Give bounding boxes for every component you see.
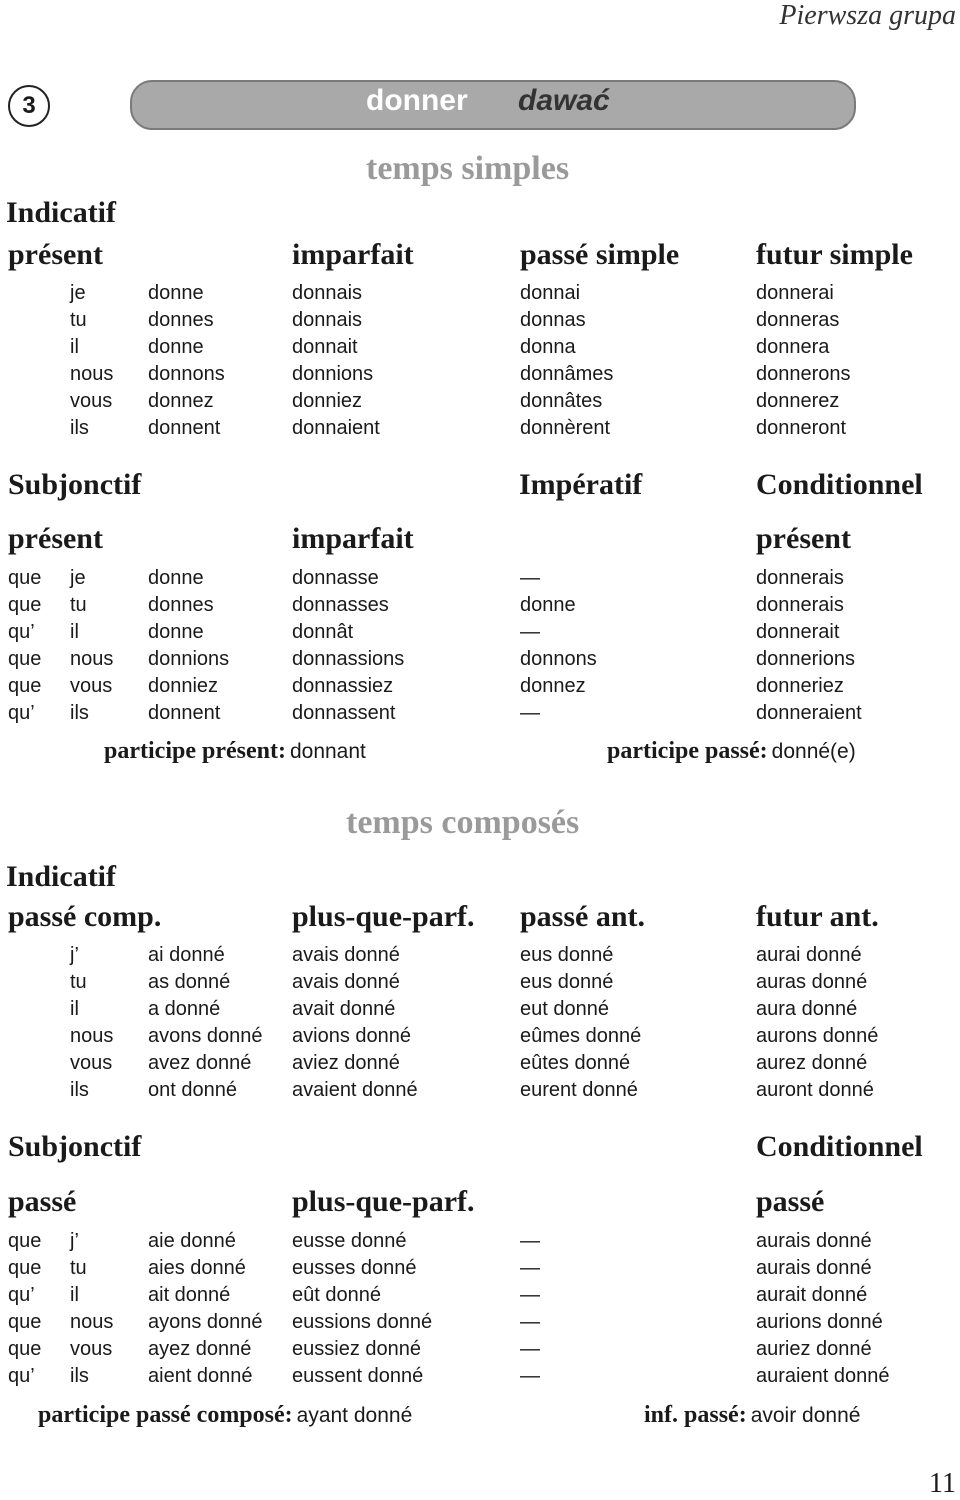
verb-title-bar [130, 80, 856, 130]
form-imperatif: — [520, 621, 540, 643]
tense-passe-compose: passé comp. [8, 900, 162, 933]
form-cond-present: donnerais [756, 594, 844, 616]
form-cond-present: donnerait [756, 621, 840, 643]
form-pqp: avait donné [292, 998, 396, 1020]
form-passe-simple: donnâmes [520, 363, 614, 385]
tense-passe-anterieur: passé ant. [520, 900, 646, 933]
form-passe-ant: eus donné [520, 971, 614, 993]
form-passe-compose: ont donné [148, 1079, 237, 1101]
subj-que: que [8, 1311, 42, 1333]
form-imparfait: donnaient [292, 417, 380, 439]
dash: — [520, 1365, 540, 1387]
form-passe-ant: eut donné [520, 998, 609, 1020]
form-cond-passe: aurais donné [756, 1230, 872, 1252]
tense-subj-passe: passé [8, 1185, 77, 1218]
form-imparfait: donnais [292, 282, 363, 304]
form-pqp: avais donné [292, 944, 400, 966]
tense-plus-que-parfait: plus-que-parf. [292, 900, 475, 933]
subj-que: que [8, 1230, 42, 1252]
form-pqp: avaient donné [292, 1079, 418, 1101]
form-futur-simple: donnerons [756, 363, 851, 385]
pronoun: vous [70, 1052, 113, 1074]
form-futur-ant: auras donné [756, 971, 868, 993]
tense-imparfait: imparfait [292, 238, 414, 271]
pronoun: vous [70, 1338, 113, 1360]
form-passe-ant: eûtes donné [520, 1052, 631, 1074]
form-subj-present: donnes [148, 594, 214, 616]
mood-conditionnel: Conditionnel [756, 468, 923, 501]
verb-translation: dawać [518, 84, 610, 117]
dash: — [520, 1338, 540, 1360]
participe-compose-value: ayant donné [296, 1404, 413, 1427]
form-present: donnez [148, 390, 214, 412]
form-passe-simple: donnas [520, 309, 586, 331]
participe-present [104, 738, 366, 765]
tense-passe-simple: passé simple [520, 238, 680, 271]
pronoun: il [70, 621, 79, 643]
form-imparfait: donniez [292, 390, 363, 412]
form-futur-simple: donneront [756, 417, 847, 439]
participe-passe [607, 738, 856, 765]
form-cond-passe: auraient donné [756, 1365, 890, 1387]
form-futur-ant: aurai donné [756, 944, 862, 966]
pronoun: je [70, 567, 86, 589]
participe-present-label: participe présent: [104, 738, 286, 764]
tense-subj-plus-que-parfait: plus-que-parf. [292, 1185, 475, 1218]
subj-que: que [8, 594, 42, 616]
form-subj-present: donne [148, 567, 204, 589]
tense-futur-simple: futur simple [756, 238, 913, 271]
form-imperatif: donnons [520, 648, 597, 670]
form-imperatif: donne [520, 594, 576, 616]
pronoun: nous [70, 648, 114, 670]
pronoun: vous [70, 675, 113, 697]
form-present: donne [148, 336, 204, 358]
form-subj-passe: aie donné [148, 1230, 236, 1252]
form-imperatif: — [520, 702, 540, 724]
form-passe-compose: avons donné [148, 1025, 263, 1047]
participe-passe-value: donné(e) [771, 740, 856, 763]
section-temps-simples: temps simples [366, 150, 570, 187]
tense-cond-present: présent [756, 522, 851, 555]
pronoun: tu [70, 971, 87, 993]
dash: — [520, 1284, 540, 1306]
form-present: donnons [148, 363, 225, 385]
participe-passe-label: participe passé: [607, 738, 768, 764]
tense-subj-imparfait: imparfait [292, 522, 414, 555]
form-imperatif: donnez [520, 675, 586, 697]
participe-compose [38, 1402, 412, 1429]
form-imparfait: donnais [292, 309, 363, 331]
form-pqp: avions donné [292, 1025, 411, 1047]
form-passe-ant: eurent donné [520, 1079, 638, 1101]
subj-que: que [8, 675, 42, 697]
section-temps-composes: temps composés [346, 804, 580, 841]
mood-indicatif-compose: Indicatif [6, 860, 117, 893]
tense-cond-passe: passé [756, 1185, 825, 1218]
form-subj-pqp: eussions donné [292, 1311, 433, 1333]
pronoun: ils [70, 1365, 89, 1387]
form-present: donne [148, 282, 204, 304]
form-passe-compose: avez donné [148, 1052, 252, 1074]
form-cond-present: donneraient [756, 702, 862, 724]
form-subj-imparfait: donnassent [292, 702, 396, 724]
pronoun: je [70, 282, 86, 304]
pronoun: tu [70, 1257, 87, 1279]
pronoun: j’ [70, 944, 79, 966]
tense-present: présent [8, 238, 103, 271]
form-cond-passe: aurions donné [756, 1311, 883, 1333]
form-futur-simple: donnerez [756, 390, 840, 412]
tense-subj-present: présent [8, 522, 103, 555]
form-imparfait: donnions [292, 363, 374, 385]
form-passe-simple: donna [520, 336, 576, 358]
form-futur-ant: aurons donné [756, 1025, 879, 1047]
dash: — [520, 1257, 540, 1279]
subj-que: que [8, 648, 42, 670]
dash: — [520, 1230, 540, 1252]
form-subj-passe: aies donné [148, 1257, 246, 1279]
form-present: donnes [148, 309, 214, 331]
form-subj-passe: aient donné [148, 1365, 253, 1387]
form-passe-simple: donnâtes [520, 390, 603, 412]
form-subj-present: donne [148, 621, 204, 643]
form-subj-passe: ait donné [148, 1284, 231, 1306]
verb-number: 3 [22, 92, 36, 119]
form-passe-compose: a donné [148, 998, 221, 1020]
pronoun: il [70, 998, 79, 1020]
form-imperatif: — [520, 567, 540, 589]
form-subj-pqp: eussent donné [292, 1365, 424, 1387]
participe-compose-label: participe passé composé: [38, 1402, 293, 1428]
form-futur-simple: donneras [756, 309, 840, 331]
form-passe-simple: donnai [520, 282, 581, 304]
subj-que: que [8, 1257, 42, 1279]
form-subj-imparfait: donnassiez [292, 675, 394, 697]
verb-number-badge [8, 85, 50, 127]
form-subj-imparfait: donnât [292, 621, 354, 643]
form-passe-ant: eûmes donné [520, 1025, 642, 1047]
infinitif-passe-label: inf. passé: [644, 1402, 747, 1428]
subj-que: que [8, 1338, 42, 1360]
form-cond-present: donneriez [756, 675, 844, 697]
pronoun: il [70, 1284, 79, 1306]
form-cond-present: donnerions [756, 648, 855, 670]
form-passe-compose: ai donné [148, 944, 225, 966]
subj-que: qu’ [8, 1365, 35, 1387]
form-subj-pqp: eusse donné [292, 1230, 407, 1252]
form-futur-ant: aura donné [756, 998, 858, 1020]
group-header: Pierwsza grupa [779, 0, 956, 31]
infinitif-passe-value: avoir donné [750, 1404, 861, 1427]
form-futur-simple: donnerai [756, 282, 834, 304]
pronoun: ils [70, 1079, 89, 1101]
form-cond-present: donnerais [756, 567, 844, 589]
form-subj-present: donniez [148, 675, 219, 697]
mood-subjonctif-compose: Subjonctif [8, 1130, 142, 1163]
subj-que: qu’ [8, 1284, 35, 1306]
form-passe-compose: as donné [148, 971, 231, 993]
pronoun: tu [70, 594, 87, 616]
infinitif-passe [644, 1402, 860, 1429]
page-number: 11 [929, 1468, 956, 1499]
pronoun: ils [70, 702, 89, 724]
form-imparfait: donnait [292, 336, 358, 358]
form-subj-passe: ayez donné [148, 1338, 252, 1360]
pronoun: vous [70, 390, 113, 412]
pronoun: j’ [70, 1230, 79, 1252]
form-subj-present: donnions [148, 648, 230, 670]
form-subj-present: donnent [148, 702, 221, 724]
form-subj-pqp: eussiez donné [292, 1338, 421, 1360]
form-futur-ant: aurez donné [756, 1052, 868, 1074]
subj-que: qu’ [8, 621, 35, 643]
verb-infinitive: donner [366, 84, 468, 117]
pronoun: nous [70, 1311, 114, 1333]
form-futur-simple: donnera [756, 336, 830, 358]
mood-subjonctif: Subjonctif [8, 468, 142, 501]
form-passe-ant: eus donné [520, 944, 614, 966]
mood-imperatif: Impératif [519, 468, 643, 501]
tense-futur-anterieur: futur ant. [756, 900, 879, 933]
form-subj-pqp: eût donné [292, 1284, 381, 1306]
participe-present-value: donnant [289, 740, 366, 763]
form-cond-passe: aurait donné [756, 1284, 868, 1306]
subj-que: qu’ [8, 702, 35, 724]
pronoun: nous [70, 363, 114, 385]
pronoun: tu [70, 309, 87, 331]
form-cond-passe: auriez donné [756, 1338, 872, 1360]
pronoun: il [70, 336, 79, 358]
form-pqp: avais donné [292, 971, 400, 993]
form-subj-imparfait: donnasses [292, 594, 389, 616]
form-subj-imparfait: donnassions [292, 648, 405, 670]
form-subj-passe: ayons donné [148, 1311, 263, 1333]
dash: — [520, 1311, 540, 1333]
pronoun: nous [70, 1025, 114, 1047]
form-futur-ant: auront donné [756, 1079, 874, 1101]
form-present: donnent [148, 417, 221, 439]
mood-conditionnel-compose: Conditionnel [756, 1130, 923, 1163]
subj-que: que [8, 567, 42, 589]
pronoun: ils [70, 417, 89, 439]
form-subj-pqp: eusses donné [292, 1257, 417, 1279]
form-pqp: aviez donné [292, 1052, 400, 1074]
mood-indicatif: Indicatif [6, 196, 117, 229]
form-subj-imparfait: donnasse [292, 567, 379, 589]
form-passe-simple: donnèrent [520, 417, 611, 439]
form-cond-passe: aurais donné [756, 1257, 872, 1279]
